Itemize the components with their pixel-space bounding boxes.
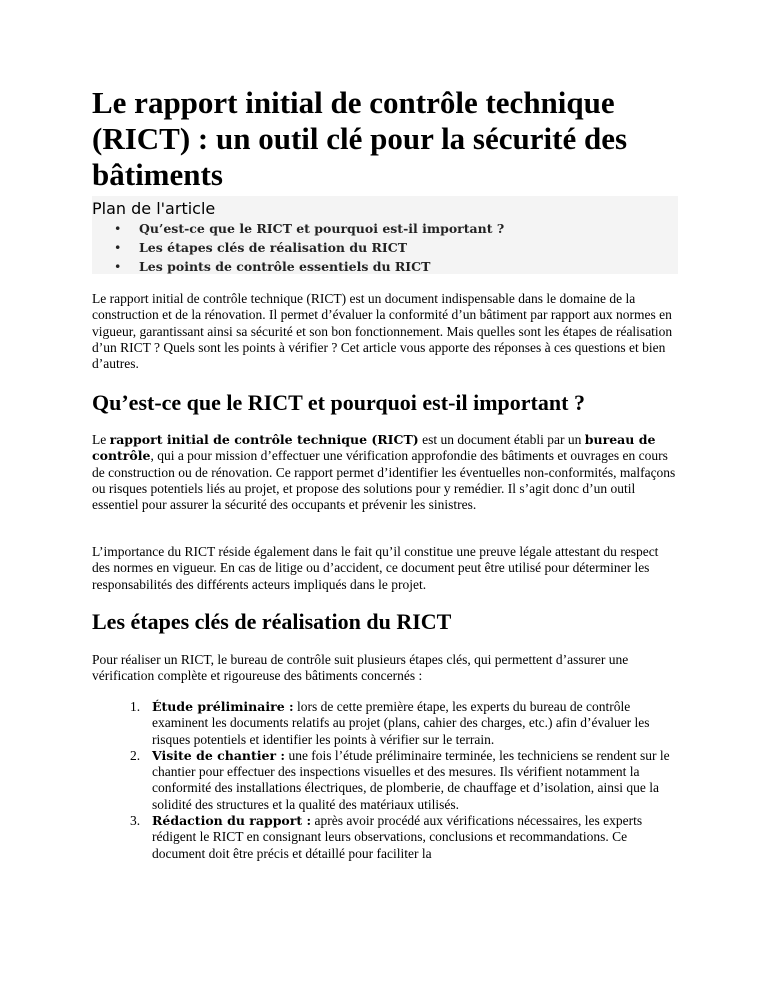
step-item <box>130 699 682 748</box>
p1-bold-rict: rapport initial de contrôle technique (RICT) <box>109 432 419 447</box>
toc-heading: Plan de l'article <box>92 199 216 218</box>
step-label: Visite de chantier : <box>152 747 286 763</box>
section2-intro: Pour réaliser un RICT, le bureau de contrôle suit plusieurs étapes clés, qui permettent d’assurer une vérification complète et rigoureuse des bâtiments concernés : <box>92 652 629 684</box>
step-label: Rédaction du rapport : <box>152 813 312 829</box>
intro-paragraph: Le rapport initial de contrôle technique (RICT) est un document indispensable dans le domaine de la construction et de la rénovation. Il permet d’évaluer la conformité d’un bâtiment par rapport aux normes en vigueur, garantissant ainsi sa sécurité et son bon fonctionnement. Mais quelles sont les étapes de réalisation d’un RICT ? Quels sont les points à vérifier ? Cet article vous apporte des réponses à ces questions et bien d’autres. <box>92 291 673 372</box>
section-heading-what-is-rict: Qu’est-ce que le RICT et pourquoi est-il important ? <box>92 390 585 415</box>
step-number: 2. <box>130 747 141 763</box>
step-text: une fois l’étude préliminaire terminée, les techniciens se rendent sur le chantier pour effectuer des inspections visuelles et des mesures. Ils vérifient notamment la conformité des installations électriques, de plomberie, de chauffage et d’isolation, ainsi que la solidité des structures et la qualité des matériaux utilisés. <box>152 747 670 812</box>
section1-paragraph-2: L’importance du RICT réside également dans le fait qu’il constitue une preuve légale attestant du respect des normes en vigueur. En cas de litige ou d’accident, ce document peut être utilisé pour déterminer les responsabilités des différents acteurs impliqués dans le projet. <box>92 544 659 592</box>
p1-text-a: Le <box>92 432 110 447</box>
p1-text-d: , qui a pour mission d’effectuer une vérification approfondie des bâtiments et ouvrages en cours de construction ou de rénovation. Ce rapport permet d’identifier les éventuelles non-conformités, malfaçons ou risques potentiels liés au projet, et propose des solutions pour y remédier. Il s’agit donc d’un outil essentiel pour assurer la sécurité des occupants et prévenir les sinistres. <box>92 448 676 513</box>
toc-item-3[interactable]: • Les points de contrôle essentiels du RICT <box>92 257 504 276</box>
step-text: lors de cette première étape, les experts du bureau de contrôle examinent les documents relatifs au projet (plans, cahier des charges, etc.) afin d’évaluer les risques potentiels et identifier les points à vérifier sur le terrain. <box>152 699 650 747</box>
table-of-contents <box>92 196 678 274</box>
step-item <box>130 747 682 813</box>
page-title: Le rapport initial de contrôle technique (RICT) : un outil clé pour la sécurité des bâtiments <box>92 85 628 192</box>
toc-list <box>92 219 504 276</box>
section1-paragraph-1 <box>92 432 678 513</box>
section-heading-steps: Les étapes clés de réalisation du RICT <box>92 609 452 634</box>
p1-bold-bureau: bureau de contrôle <box>92 432 656 464</box>
toc-item-1[interactable]: • Qu’est-ce que le RICT et pourquoi est-il important ? <box>92 219 504 238</box>
p1-text-c: est un document établi par un <box>418 432 585 447</box>
toc-item-2[interactable]: • Les étapes clés de réalisation du RICT <box>92 238 504 257</box>
step-number: 1. <box>130 699 141 714</box>
step-item <box>130 813 682 862</box>
step-text: après avoir procédé aux vérifications nécessaires, les experts rédigent le RICT en consignant leurs observations, conclusions et recommandations. Ce document doit être précis et détaillé pour faciliter la <box>152 813 643 861</box>
step-label: Étude préliminaire : <box>152 699 294 714</box>
steps-list <box>130 699 682 862</box>
step-number: 3. <box>130 813 141 829</box>
